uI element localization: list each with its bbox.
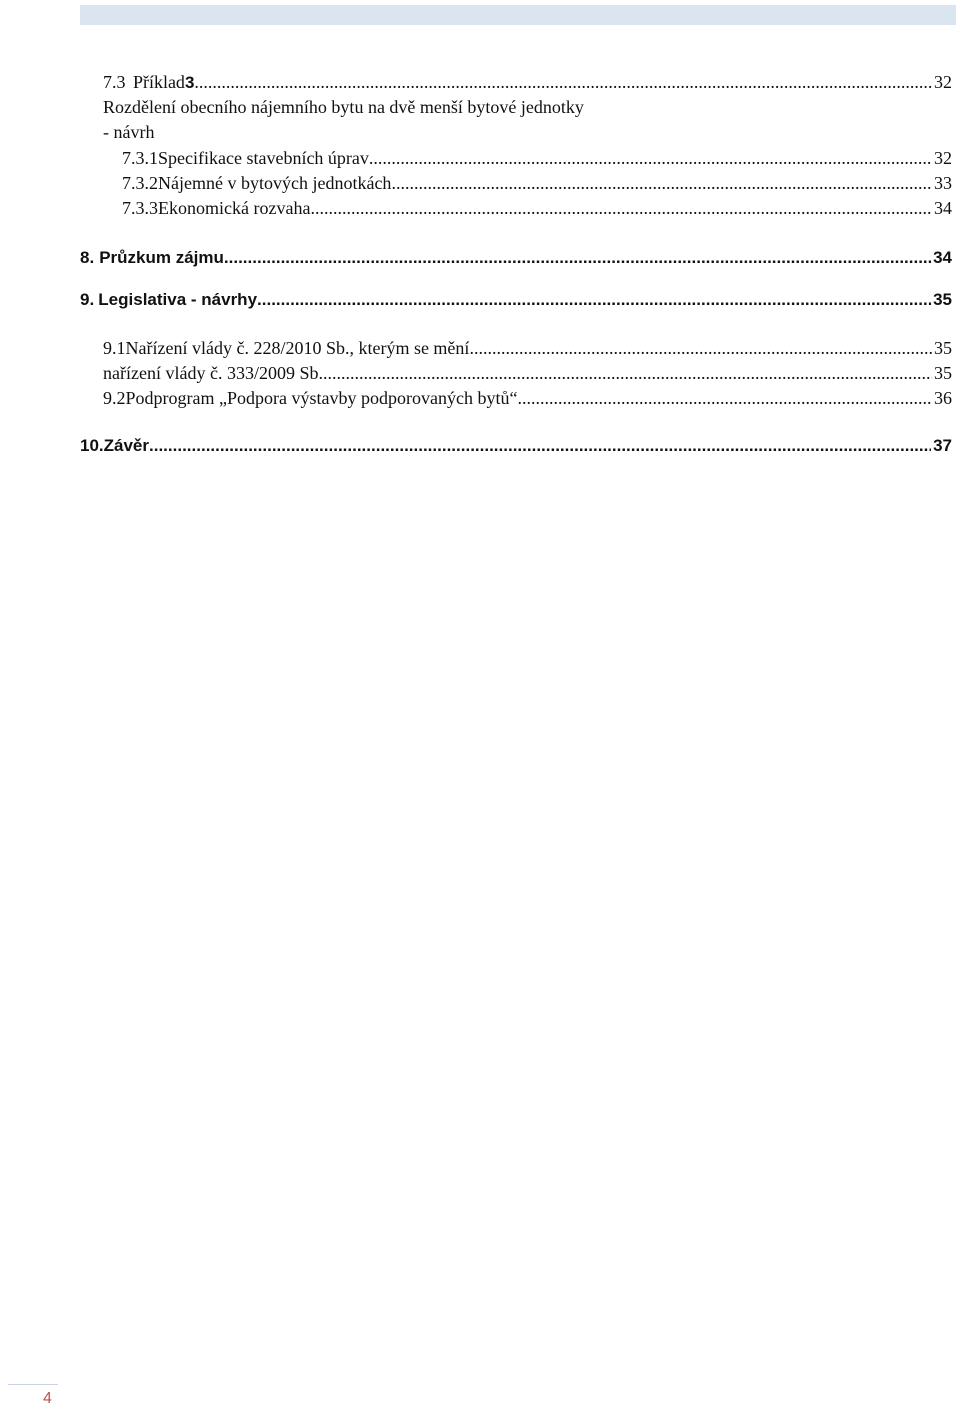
toc-entry-7-3-3[interactable] (122, 198, 952, 219)
toc-entry-page: 35 (934, 363, 952, 383)
toc-entry-title: Závěr (103, 436, 150, 455)
toc-entry-title: Ekonomická rozvaha (158, 198, 311, 218)
toc-entry-number: 8. (80, 248, 95, 267)
toc-entry-number: 9.1 (103, 338, 126, 358)
toc-entry-title: Legislativa - návrhy (98, 290, 258, 309)
toc-entry-number: 7.3.1 (122, 148, 158, 168)
page-number: 4 (43, 1390, 52, 1407)
toc-leader-dots (257, 290, 931, 310)
toc-entry-7-3[interactable] (103, 72, 952, 93)
toc-entry-7-3-2[interactable] (122, 173, 952, 194)
toc-entry-number: 9.2 (103, 388, 126, 408)
toc-entry-page: 37 (933, 436, 952, 455)
toc-entry-page: 35 (933, 290, 952, 309)
footer-rule (8, 1384, 58, 1385)
toc-entry-page: 35 (934, 338, 952, 358)
toc-entry-page: 34 (934, 198, 952, 218)
toc-entry-7-3-subtitle-cont: - návrh (103, 122, 155, 142)
toc-leader-dots (149, 436, 931, 456)
toc-entry-9-1[interactable] (103, 338, 952, 359)
toc-entry-number: 10. (80, 436, 104, 455)
toc-entry-page: 34 (933, 248, 952, 267)
toc-leader-dots (310, 198, 932, 219)
header-bar (80, 5, 956, 25)
toc-leader-dots (323, 363, 932, 384)
toc-entry-9[interactable] (80, 290, 952, 310)
toc-entry-7-3-1[interactable] (122, 148, 952, 169)
toc-entry-page: 33 (934, 173, 952, 193)
toc-leader-dots (224, 248, 931, 268)
toc-entry-9-1-cont[interactable] (103, 363, 952, 384)
toc-entry-page: 36 (934, 388, 952, 408)
toc-entry-title: Nájemné v bytových jednotkách (158, 173, 392, 193)
toc-entry-title: Příklad (132, 72, 185, 92)
toc-leader-dots (369, 148, 932, 169)
toc-entry-page: 32 (934, 148, 952, 168)
toc-entry-page: 32 (934, 72, 952, 92)
toc-entry-9-2[interactable] (103, 388, 952, 409)
toc-entry-title: Průzkum zájmu (99, 248, 224, 267)
toc-leader-dots (194, 72, 932, 93)
toc-entry-7-3-subtitle: Rozdělení obecního nájemního bytu na dvě menší bytové jednotky (103, 97, 584, 117)
toc-entry-8[interactable] (80, 248, 952, 268)
toc-entry-number: 7.3.2 (122, 173, 158, 193)
toc-entry-number: 7.3.3 (122, 198, 158, 218)
toc-leader-dots (391, 173, 932, 194)
toc-entry-10[interactable] (80, 436, 952, 456)
toc-leader-dots (469, 338, 932, 359)
toc-entry-title-bold: 3 (184, 73, 195, 92)
toc-leader-dots (517, 388, 932, 409)
toc-entry-title: Nařízení vlády č. 228/2010 Sb., kterým se mění (125, 338, 470, 358)
toc-entry-number: 9. (80, 290, 95, 309)
toc-entry-title: Specifikace stavebních úprav (158, 148, 369, 168)
toc-entry-number: 7.3 (103, 72, 126, 92)
toc-entry-title: nařízení vlády č. 333/2009 Sb. (103, 363, 323, 383)
toc-entry-title: Podprogram „Podpora výstavby podporovaných bytů“ (125, 388, 518, 408)
